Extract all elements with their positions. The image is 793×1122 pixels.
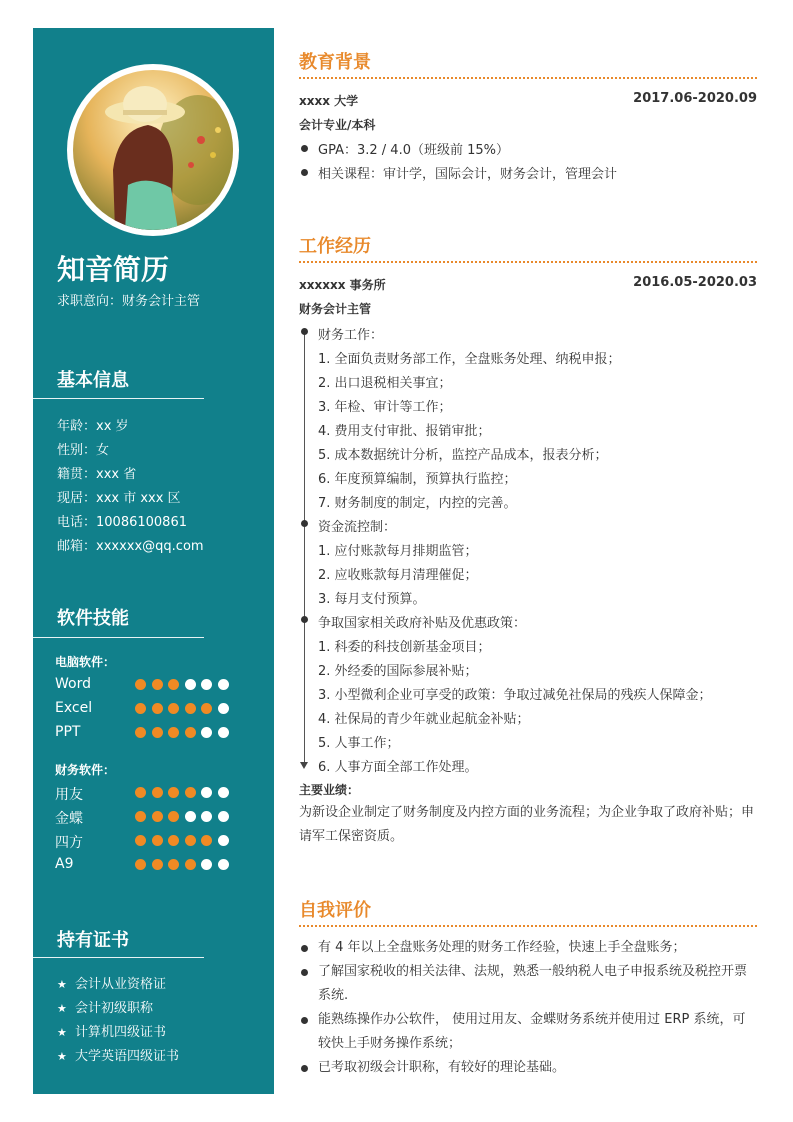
skill-dot-filled: [135, 787, 146, 798]
work-item: 1. 科委的科技创新基金项目；: [318, 640, 491, 655]
skill-dot-empty: [218, 727, 229, 738]
work-item: 2. 出口退税相关事宜；: [318, 376, 452, 391]
work-item: 5. 成本数据统计分析，监控产品成本，报表分析；: [318, 448, 608, 463]
skill-dot-empty: [218, 679, 229, 690]
timeline-arrow-icon: [300, 762, 308, 769]
resume-name: 知音简历: [57, 253, 170, 286]
info-residence: 现居：xxx 市 xxx 区: [57, 491, 181, 506]
education-date: 2017.06-2020.09: [633, 91, 757, 106]
skill-dot-filled: [135, 703, 146, 714]
skill-dot-filled: [185, 703, 196, 714]
achievement-title: 主要业绩：: [299, 783, 360, 797]
self-eval-rule: [299, 925, 757, 927]
school-name: xxxx 大学: [299, 94, 359, 108]
skills-divider: [33, 637, 204, 638]
info-native: 籍贯：xxx 省: [57, 467, 137, 482]
basic-info-title: 基本信息: [57, 370, 129, 391]
skill-dot-empty: [218, 835, 229, 846]
cert-item: [57, 973, 166, 992]
bullet-text: 相关课程：审计学，国际会计，财务会计，管理会计: [318, 167, 618, 182]
skill-dot-filled: [152, 703, 163, 714]
skill-name: Excel: [55, 700, 93, 716]
star-icon: ★: [57, 1026, 67, 1039]
self-eval-item: [299, 960, 757, 1008]
skill-dot-filled: [168, 787, 179, 798]
skill-dot-filled: [135, 811, 146, 822]
cert-label: 大学英语四级证书: [75, 1049, 180, 1064]
bullet-text: GPA：3.2 / 4.0（班级前 15%）: [318, 143, 509, 158]
skill-row: [55, 832, 265, 850]
avatar-photo: [73, 70, 233, 230]
bullet-dot: [301, 1065, 308, 1072]
skill-category-finance: 财务软件：: [55, 763, 116, 777]
work-group-head: 资金流控制：: [318, 520, 397, 535]
cert-label: 计算机四级证书: [75, 1025, 167, 1040]
work-item: 1. 全面负责财务部工作，全盘账务处理、纳税申报；: [318, 352, 621, 367]
skill-dot-filled: [168, 859, 179, 870]
work-item: 3. 每月支付预算。: [318, 592, 426, 607]
star-icon: ★: [57, 1002, 67, 1015]
company-name: xxxxxx 事务所: [299, 278, 386, 292]
work-item: 6. 年度预算编制，预算执行监控；: [318, 472, 517, 487]
skill-dot-filled: [168, 727, 179, 738]
skill-row: [55, 808, 265, 826]
info-email: 邮箱：xxxxxx@qq.com: [57, 539, 204, 554]
skill-name: 四方: [55, 835, 83, 851]
education-rule: [299, 77, 757, 79]
skill-dot-filled: [168, 703, 179, 714]
bullet-dot: [301, 1017, 308, 1024]
bullet-dot: [301, 169, 308, 176]
certs-divider: [33, 957, 204, 958]
skill-dot-filled: [168, 811, 179, 822]
skill-dot-filled: [152, 835, 163, 846]
skill-dot-empty: [201, 811, 212, 822]
bullet-dot: [301, 969, 308, 976]
work-item: 7. 财务制度的制定，内控的完善。: [318, 496, 517, 511]
skill-name: Word: [55, 676, 91, 692]
skill-dot-filled: [152, 811, 163, 822]
cert-label: 会计从业资格证: [75, 977, 167, 992]
work-item: 6. 人事方面全部工作处理。: [318, 760, 478, 775]
timeline-line: [304, 330, 305, 762]
skill-name: PPT: [55, 724, 81, 740]
work-item: 2. 外经委的国际参展补贴；: [318, 664, 478, 679]
skill-dot-filled: [185, 727, 196, 738]
skill-dot-empty: [218, 787, 229, 798]
skill-dot-filled: [168, 679, 179, 690]
skill-dot-filled: [152, 679, 163, 690]
major: 会计专业/本科: [299, 118, 376, 132]
skill-dot-filled: [185, 859, 196, 870]
timeline-dot: [301, 328, 308, 335]
job-intent: 求职意向：财务会计主管: [57, 294, 201, 309]
timeline-dot: [301, 520, 308, 527]
skill-row: [55, 856, 265, 874]
cert-item: [57, 1021, 166, 1040]
work-date: 2016.05-2020.03: [633, 275, 757, 290]
skill-dot-empty: [201, 679, 212, 690]
skill-dot-empty: [185, 811, 196, 822]
skill-dot-filled: [152, 787, 163, 798]
skill-dot-empty: [185, 679, 196, 690]
sidebar: [33, 28, 274, 1094]
cert-item: [57, 1045, 179, 1064]
skill-dot-empty: [201, 787, 212, 798]
bullet-dot: [301, 945, 308, 952]
skill-dot-filled: [135, 835, 146, 846]
cert-item: [57, 997, 153, 1016]
self-eval-text: 了解国家税收的相关法律、法规，熟悉一般纳税人电子申报系统及税控开票系统.: [318, 964, 748, 1003]
skill-name: 用友: [55, 787, 83, 803]
skill-row: [55, 700, 265, 718]
skill-dot-empty: [218, 811, 229, 822]
info-phone: 电话：10086100861: [57, 515, 187, 530]
job-role: 财务会计主管: [299, 302, 372, 316]
avatar: [67, 64, 239, 236]
self-eval-item: [299, 936, 757, 960]
skill-dot-empty: [201, 727, 212, 738]
self-eval-item: [299, 1056, 757, 1080]
star-icon: ★: [57, 1050, 67, 1063]
skill-dot-filled: [135, 859, 146, 870]
skill-dot-empty: [218, 859, 229, 870]
star-icon: ★: [57, 978, 67, 991]
self-eval-title: 自我评价: [299, 900, 371, 921]
skill-row: [55, 724, 265, 742]
work-item: 2. 应收账款每月清理催促；: [318, 568, 478, 583]
self-eval-item: [299, 1008, 757, 1056]
work-title: 工作经历: [299, 236, 371, 257]
certs-title: 持有证书: [57, 930, 129, 951]
work-group-head: 财务工作：: [318, 328, 384, 343]
self-eval-text: 能熟练操作办公软件， 使用过用友、金蝶财务系统并使用过 ERP 系统，可较快上手财务操作系统；: [318, 1012, 746, 1051]
skill-dot-filled: [152, 727, 163, 738]
skill-row: [55, 676, 265, 694]
work-item: 3. 小型微利企业可享受的政策：争取过减免社保局的残疾人保障金；: [318, 688, 712, 703]
skill-dot-filled: [201, 703, 212, 714]
skill-dot-empty: [218, 703, 229, 714]
skill-dot-empty: [201, 859, 212, 870]
skill-category-computer: 电脑软件：: [55, 655, 116, 669]
basic-info-divider: [33, 398, 204, 399]
skill-name: 金蝶: [55, 811, 83, 827]
skill-dot-filled: [152, 859, 163, 870]
cert-label: 会计初级职称: [75, 1001, 154, 1016]
achievement-text: 为新设企业制定了财务制度及内控方面的业务流程；为企业争取了政府补贴；申请军工保密资质。: [299, 805, 755, 844]
skill-dot-filled: [185, 835, 196, 846]
skill-row: [55, 784, 265, 802]
bullet-dot: [301, 145, 308, 152]
work-rule: [299, 261, 757, 263]
self-eval-text: 有 4 年以上全盘账务处理的财务工作经验，快速上手全盘账务；: [318, 940, 686, 955]
info-age: 年龄：xx 岁: [57, 419, 129, 434]
work-item: 3. 年检、审计等工作；: [318, 400, 452, 415]
skill-dot-filled: [135, 679, 146, 690]
skill-dot-filled: [135, 727, 146, 738]
self-eval-text: 已考取初级会计职称，有较好的理论基础。: [318, 1060, 566, 1075]
skill-dot-filled: [201, 835, 212, 846]
work-item: 4. 社保局的青少年就业起航金补贴；: [318, 712, 530, 727]
work-item: 4. 费用支付审批、报销审批；: [318, 424, 491, 439]
skill-name: A9: [55, 856, 74, 872]
work-group-head: 争取国家相关政府补贴及优惠政策：: [318, 616, 527, 631]
skill-dot-filled: [185, 787, 196, 798]
work-item: 1. 应付账款每月排期监管；: [318, 544, 478, 559]
skill-dot-filled: [168, 835, 179, 846]
skills-title: 软件技能: [57, 608, 129, 629]
work-item: 5. 人事工作；: [318, 736, 400, 751]
timeline-dot: [301, 616, 308, 623]
info-gender: 性别：女: [57, 443, 110, 458]
education-title: 教育背景: [299, 52, 371, 73]
